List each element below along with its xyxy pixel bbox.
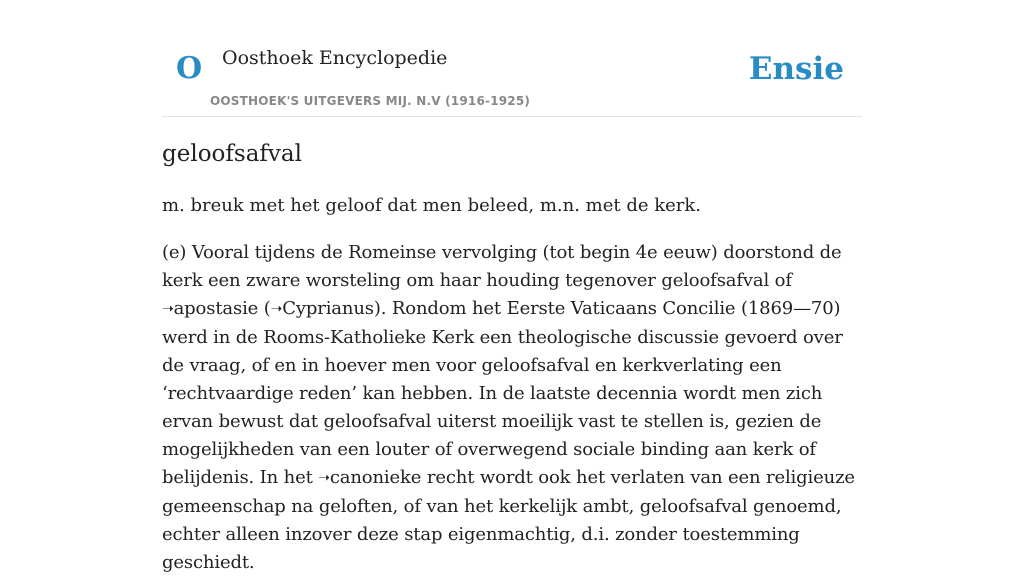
page-container (162, 0, 862, 573)
arrow-right-icon: ➝ (318, 470, 330, 486)
oosthoek-logo[interactable]: O (176, 51, 203, 86)
xref-label: apostasie (173, 298, 259, 319)
arrow-right-icon: ➝ (162, 301, 174, 317)
article-definition: m. breuk met het geloof dat men beleed, m.n. met de kerk. (162, 195, 702, 216)
publisher-label: OOSTHOEK'S UITGEVERS MIJ. N.V (1916-1925) (210, 94, 531, 108)
body-text-part-4: wordt ook het verlaten van een religieuze gemeenschap na geloften, of van het kerkelijk ambt, geloofsafval genoemd, echter alleen inzover deze stap eigenmachtig, d.i. zonder toestemming geschiedt. (162, 467, 855, 573)
xref-link-apostasie[interactable] (162, 298, 258, 319)
xref-label: canonieke recht (329, 467, 475, 488)
body-text-part-2: ( (258, 298, 271, 319)
xref-link-canonieke-recht[interactable] (318, 467, 474, 488)
body-text-part-3: ). Rondom het Eerste Vaticaans Concilie (1869—70) werd in de Rooms-Katholieke Kerk een theologische discussie gevoerd over de vraag, of en in hoever men voor geloofsafval en kerkverlating een ‘rechtvaardige reden’ kan hebben. In de laatste decennia wordt men zich ervan bewust dat geloofsafval uiterst moeilijk vast te stellen is, gezien de mogelijkheden van een louter of overwegend sociale binding aan kerk of belijdenis. In het (162, 298, 843, 488)
xref-label: Cyprianus (282, 298, 374, 319)
ensie-brand-link[interactable]: Ensie (748, 51, 844, 87)
arrow-right-icon: ➝ (270, 301, 283, 317)
article-content (162, 138, 862, 577)
site-name-link[interactable]: Oosthoek Encyclopedie (222, 47, 448, 69)
article-title: geloofsafval (162, 141, 302, 167)
body-text-part-1: (e) Vooral tijdens de Romeinse vervolging (tot begin 4e eeuw) doorstond de kerk een zware worsteling om haar houding tegenover geloofsafval of (162, 242, 842, 291)
article-body (162, 239, 862, 577)
xref-link-cyprianus[interactable] (271, 298, 374, 319)
site-header (162, 0, 862, 117)
